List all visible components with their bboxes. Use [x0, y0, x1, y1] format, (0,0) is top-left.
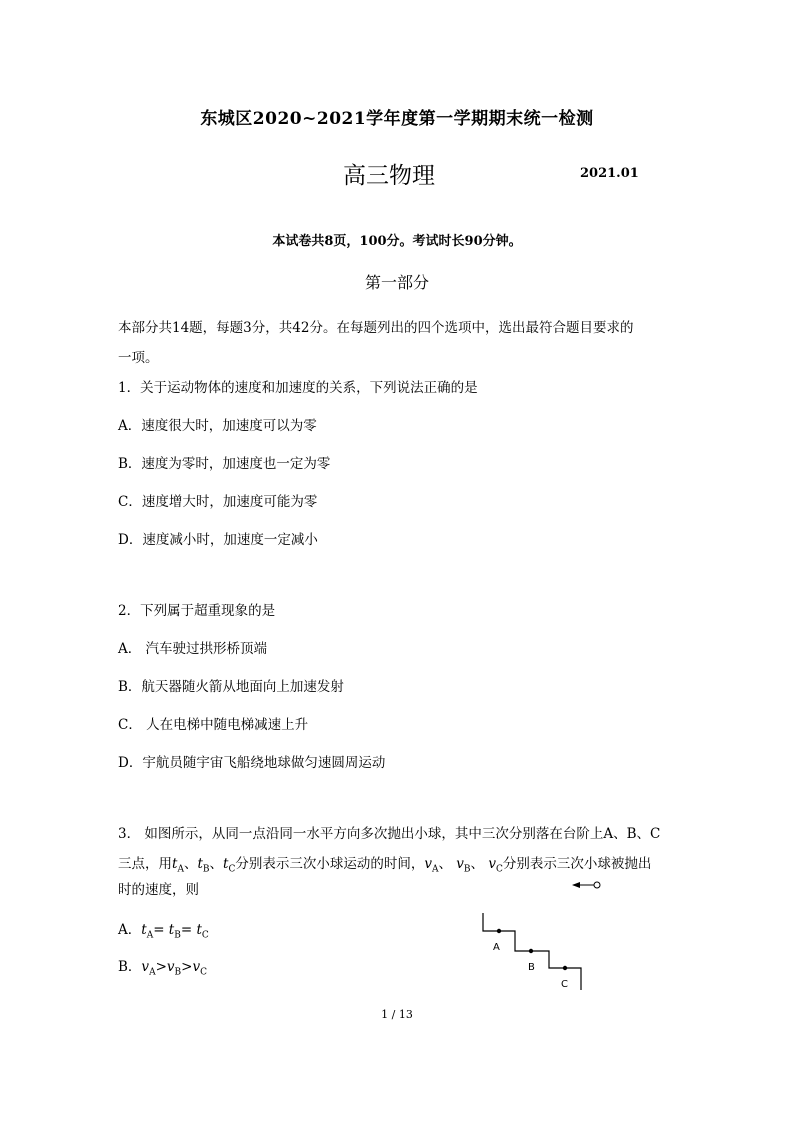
- part-intro-line1: 本部分共14题，每题3分，共42分。在每题列出的四个选项中，选出最符合题目要求的: [118, 320, 634, 336]
- q2-option-c: C． 人在电梯中随电梯减速上升: [118, 717, 309, 733]
- label-c: C: [561, 979, 568, 990]
- separator: 、: [438, 856, 452, 872]
- exam-date: 2021.01: [580, 166, 639, 181]
- part-heading: 第一部分: [364, 273, 429, 292]
- symbol-t: t: [197, 856, 203, 872]
- subscript-b: B: [463, 864, 471, 875]
- q1-stem: 1．关于运动物体的速度和加速度的关系，下列说法正确的是: [118, 380, 478, 396]
- landing-point-a: [497, 929, 501, 933]
- symbol-t: t: [141, 922, 147, 938]
- symbol-v: v: [424, 856, 432, 872]
- symbol-t: t: [168, 922, 175, 938]
- symbol-v: v: [192, 959, 201, 975]
- part-intro-line2: 一项。: [118, 350, 159, 366]
- q3-line3: 时的速度，则: [118, 882, 199, 898]
- q1-option-c: C．速度增大时，加速度可能为零: [118, 494, 318, 510]
- subscript-b: B: [202, 864, 210, 875]
- separator: 、: [209, 856, 223, 872]
- q2-option-a: A． 汽车驶过拱形桥顶端: [118, 641, 268, 657]
- q3-line1: 3． 如图所示，从同一点沿同一水平方向多次抛出小球，其中三次分别落在台阶上A、B、C: [118, 826, 661, 842]
- exam-info: 本试卷共8页，100分。考试时长90分钟。: [272, 234, 522, 249]
- q1-option-b: B．速度为零时，加速度也一定为零: [118, 456, 331, 472]
- option-prefix: A．: [118, 922, 142, 938]
- subscript-a: A: [146, 930, 154, 941]
- label-a: A: [493, 942, 500, 953]
- equals-sign: =: [180, 922, 193, 938]
- subscript-a: A: [431, 864, 439, 875]
- symbol-t: t: [172, 856, 178, 872]
- subscript-c: C: [495, 864, 503, 875]
- exam-title: 东城区2020~2021学年度第一学期期末统一检测: [200, 109, 594, 129]
- landing-point-c: [563, 966, 567, 970]
- separator: 、: [470, 856, 485, 872]
- q1-option-d: D．速度减小时，加速度一定减小: [118, 532, 318, 548]
- subscript-c: C: [201, 930, 209, 941]
- symbol-v: v: [456, 856, 464, 872]
- label-b: B: [528, 962, 535, 973]
- symbol-v: v: [141, 959, 150, 975]
- symbol-v: v: [166, 959, 175, 975]
- subscript-b: B: [174, 967, 182, 978]
- q2-stem: 2．下列属于超重现象的是: [118, 603, 276, 619]
- symbol-v: v: [488, 856, 496, 872]
- page-number: 1 / 13: [381, 1008, 413, 1021]
- subscript-c: C: [200, 967, 207, 978]
- equals-sign: =: [153, 922, 165, 938]
- greater-than-sign: >: [155, 959, 167, 975]
- symbol-t: t: [196, 922, 202, 938]
- q2-option-d: D．宇航员随宇宙飞船绕地球做匀速圆周运动: [118, 755, 386, 771]
- subscript-c: C: [228, 864, 236, 875]
- symbol-t: t: [223, 856, 229, 872]
- q3-line2-text-a: 三点，用: [118, 856, 172, 872]
- q3-option-a: [118, 918, 209, 941]
- option-prefix: B．: [118, 959, 142, 975]
- separator: 、: [183, 856, 198, 872]
- subject-title: 高三物理: [343, 163, 435, 189]
- landing-point-b: [529, 949, 533, 953]
- q2-option-b: B．航天器随火箭从地面向上加速发射: [118, 679, 344, 695]
- subscript-a: A: [177, 864, 184, 875]
- staircase-figure: [470, 870, 620, 995]
- q3-line2-text-c: 分别表示三次小球被抛出: [502, 856, 652, 872]
- launch-arrow-icon: [572, 882, 600, 888]
- greater-than-sign: >: [181, 959, 193, 975]
- q3-line2-text-b: 分别表示三次小球运动的时间，: [235, 856, 425, 872]
- q3-option-b: [118, 955, 207, 978]
- subscript-a: A: [149, 967, 156, 978]
- subscript-b: B: [174, 930, 181, 941]
- q1-option-a: A．速度很大时，加速度可以为零: [118, 418, 317, 434]
